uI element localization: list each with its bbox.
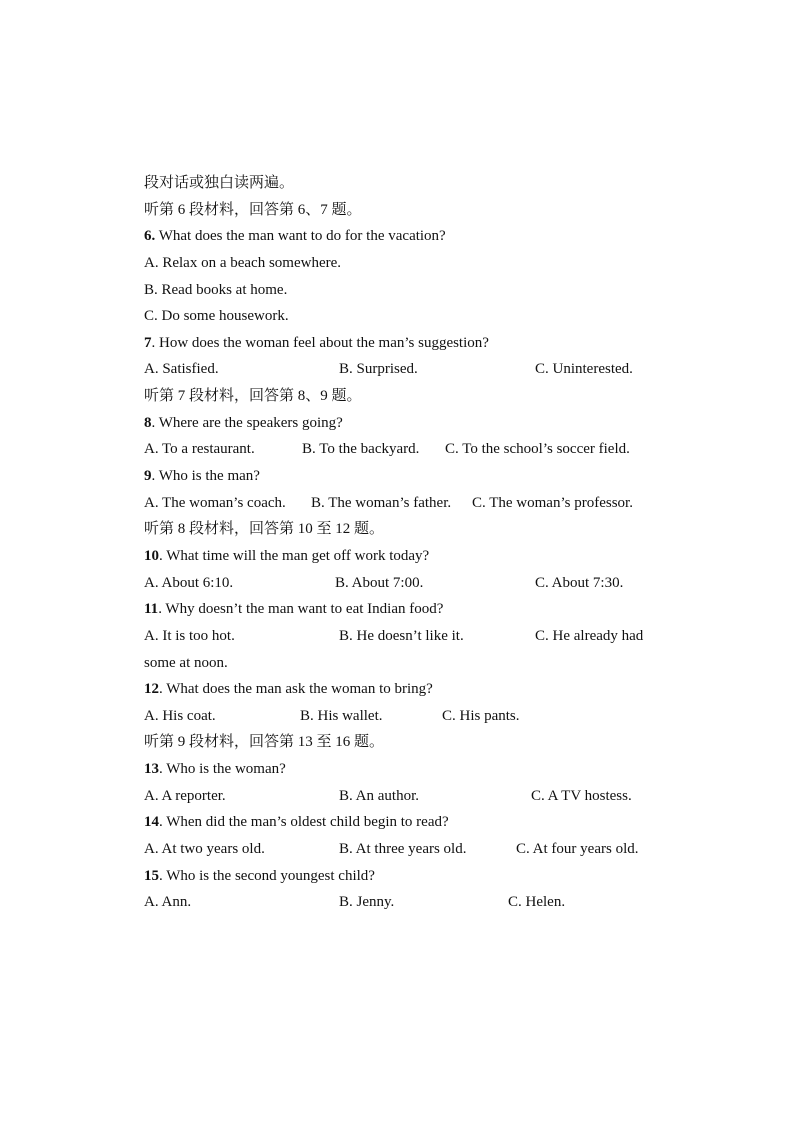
option-c: C. A TV hostess.: [531, 787, 632, 804]
option-b: B. Surprised.: [339, 361, 418, 378]
document-body: [144, 170, 664, 916]
question-6: [144, 223, 664, 250]
option-c: C. The woman’s professor.: [472, 494, 633, 511]
option-a: A. At two years old.: [144, 841, 265, 858]
question-number: 10: [144, 547, 159, 564]
option-c: C. About 7:30.: [535, 574, 624, 591]
question-text: . Why doesn’t the man want to eat Indian food?: [158, 601, 444, 618]
question-9: [144, 463, 664, 490]
options-row: [144, 703, 664, 730]
question-8: [144, 410, 664, 437]
question-15: [144, 863, 664, 890]
question-text: . Where are the speakers going?: [151, 414, 343, 431]
options-row: [144, 836, 664, 863]
option-c: C. He already had: [535, 627, 644, 644]
options-row: [144, 570, 664, 597]
question-number: 9: [144, 468, 152, 485]
option-a: A. To a restaurant.: [144, 441, 255, 458]
question-text: . What time will the man get off work today?: [159, 547, 430, 564]
option-c: C. To the school’s soccer field.: [445, 441, 630, 458]
option-continuation: some at noon.: [144, 654, 228, 671]
option-b: B. He doesn’t like it.: [339, 627, 464, 644]
question-text: . Who is the second youngest child?: [159, 867, 375, 884]
options-row: [144, 490, 664, 517]
question-text: . How does the woman feel about the man’s suggestion?: [151, 334, 489, 351]
intro-line: 段对话或独白读两遍。: [144, 175, 295, 191]
question-7: [144, 330, 664, 357]
option-a: A. Ann.: [144, 894, 192, 911]
question-number: 15: [144, 867, 159, 884]
question-text: . Who is the man?: [151, 468, 260, 485]
question-14: [144, 809, 664, 836]
options-row: [144, 623, 664, 650]
options-row: [144, 436, 664, 463]
section-instruction: 听第 7 段材料，回答第 8、9 题。: [144, 388, 362, 405]
option-b: B. The woman’s father.: [311, 494, 452, 511]
question-number: 6.: [144, 228, 156, 245]
option-a: A. It is too hot.: [144, 627, 235, 644]
option-b: B. About 7:00.: [335, 574, 424, 591]
options-row: [144, 889, 664, 916]
section-instruction: 听第 9 段材料，回答第 13 至 16 题。: [144, 734, 385, 751]
question-number: 14: [144, 814, 159, 831]
option-a: A. Relax on a beach somewhere.: [144, 254, 342, 271]
question-number: 7: [144, 334, 152, 351]
option-c: C. Helen.: [508, 894, 566, 911]
options-row: [144, 356, 664, 383]
question-number: 12: [144, 681, 159, 698]
option-b: B. His wallet.: [300, 707, 383, 724]
question-number: 11: [144, 601, 159, 618]
section-instruction: 听第 6 段材料，回答第 6、7 题。: [144, 201, 362, 218]
option-c: C. Do some housework.: [144, 308, 289, 325]
question-text: . When did the man’s oldest child begin to read?: [159, 814, 449, 831]
option-a: A. Satisfied.: [144, 361, 219, 378]
option-c: C. His pants.: [442, 707, 520, 724]
question-text: . What does the man ask the woman to bring?: [159, 681, 433, 698]
option-b: B. To the backyard.: [302, 441, 420, 458]
section-instruction: 听第 8 段材料，回答第 10 至 12 题。: [144, 521, 385, 538]
question-13: [144, 756, 664, 783]
option-c: C. Uninterested.: [535, 361, 633, 378]
question-12: [144, 676, 664, 703]
option-b: B. Jenny.: [339, 894, 395, 911]
option-b: B. An author.: [339, 787, 420, 804]
option-a: A. A reporter.: [144, 787, 226, 804]
option-a: A. His coat.: [144, 707, 216, 724]
question-text: What does the man want to do for the vacation?: [155, 228, 446, 245]
option-c: C. At four years old.: [516, 841, 639, 858]
question-text: . Who is the woman?: [159, 761, 286, 778]
question-number: 8: [144, 414, 152, 431]
option-a: A. About 6:10.: [144, 574, 234, 591]
question-11: [144, 596, 664, 623]
question-10: [144, 543, 664, 570]
question-number: 13: [144, 761, 159, 778]
option-b: B. At three years old.: [339, 841, 467, 858]
option-a: A. The woman’s coach.: [144, 494, 286, 511]
options-row: [144, 783, 664, 810]
option-b: B. Read books at home.: [144, 281, 288, 298]
